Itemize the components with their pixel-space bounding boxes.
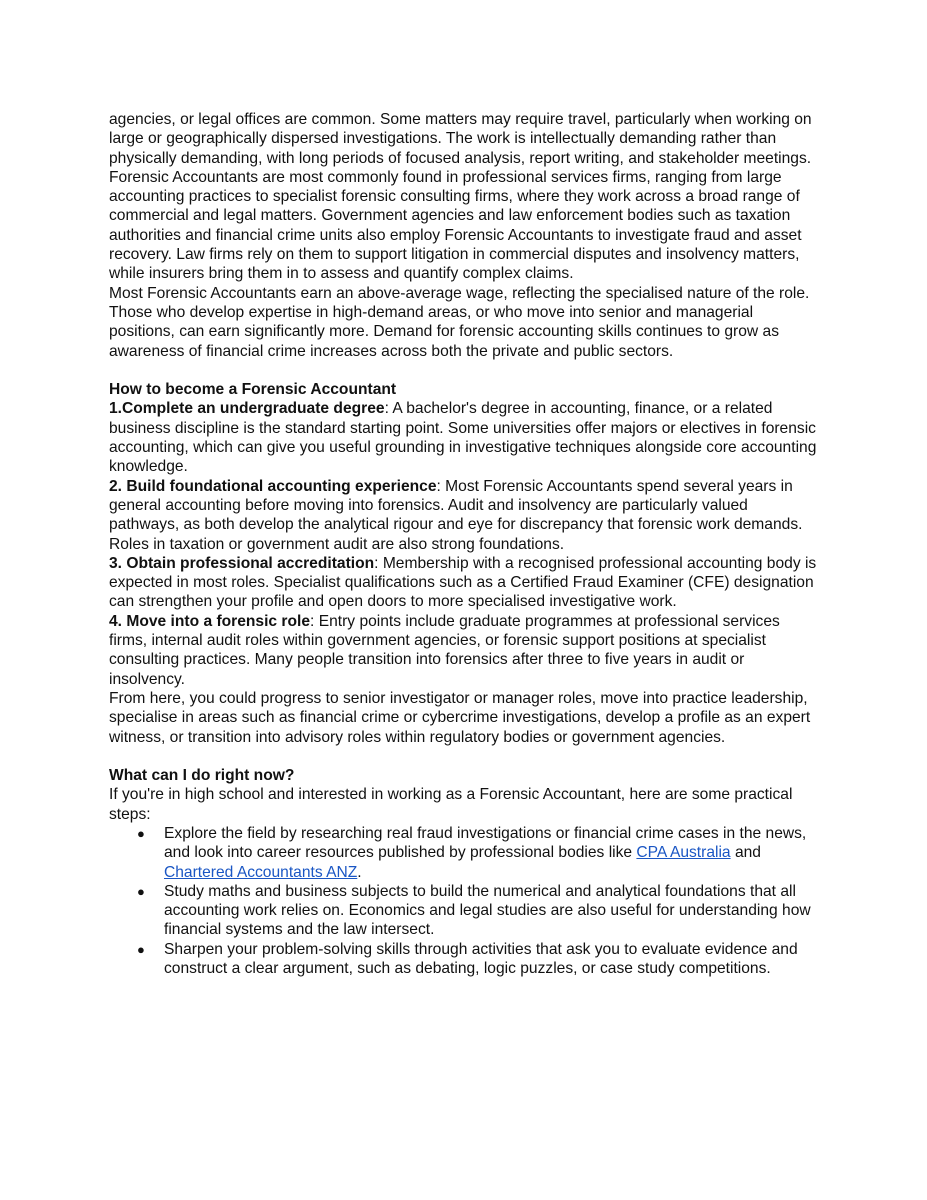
heading-how-to-become: How to become a Forensic Accountant [109, 381, 397, 399]
step-3 [109, 554, 821, 612]
bullet-1-text-after: . [357, 863, 362, 881]
step-2-text: : Most Forensic Accountants spend several years in general accounting before moving into forensics. Audit and insolvency are particularly valued pathways, as both develop the analytical rigour and eye for discrepancy that forensic work demands. Roles in taxation or government audit are also strong foundations. [109, 477, 803, 553]
list-item [137, 824, 821, 882]
bullet-icon: ● [137, 825, 145, 841]
step-1 [109, 399, 821, 476]
step-3-text: : Membership with a recognised professional accounting body is expected in most roles. Specialist qualifications such as a Certified Fraud Examiner (CFE) designation can strengthen your profile and open doors to more specialised investigative work. [109, 554, 817, 611]
paragraph-salary: Most Forensic Accountants earn an above-average wage, reflecting the specialised nature of the role. Those who develop expertise in high-demand areas, or who move into senior and managerial positions, can earn significantly more. Demand for forensic accounting skills continues to grow as awareness of financial crime increases across both the private and public sectors. [109, 284, 810, 360]
chartered-accountants-anz-link[interactable]: Chartered Accountants ANZ [164, 863, 358, 881]
section-spacer [109, 747, 821, 766]
bullet-icon: ● [137, 883, 145, 899]
step-1-text: : A bachelor's degree in accounting, finance, or a related business discipline is the standard starting point. Some universities offer majors or electives in forensic accounting, which can give you useful grounding in investigative techniques alongside core accounting knowledge. [109, 400, 817, 476]
step-2 [109, 477, 821, 554]
bullet-icon: ● [137, 941, 145, 957]
bullet-1-text-middle: and [730, 844, 761, 862]
heading-what-now: What can I do right now? [109, 767, 295, 785]
step-4-text: : Entry points include graduate programmes at professional services firms, internal audit roles within government agencies, or forensic support positions at specialist consulting practices. Many people transition into forensics after three to five years in audit or insolvency. [109, 612, 780, 688]
paragraph-employers: Forensic Accountants are most commonly found in professional services firms, ranging from large accounting practices to specialist forensic consulting firms, where they work across a broad range of commercial and legal matters. Government agencies and law enforcement bodies such as taxation authorities and financial crime units also employ Forensic Accountants to investigate fraud and asset recovery. Law firms rely on them to support litigation in commercial disputes and insolvency matters, while insurers bring them in to assess and quantify complex claims. [109, 168, 802, 283]
section-spacer [109, 361, 821, 380]
step-3-title: 3. Obtain professional accreditation [109, 554, 375, 572]
step-1-title: 1.Complete an undergraduate degree [109, 400, 385, 418]
step-4-title: 4. Move into a forensic role [109, 612, 311, 630]
paragraph-what-now-intro: If you're in high school and interested in working as a Forensic Accountant, here are some practical steps: [109, 786, 793, 823]
document-page [109, 110, 821, 978]
cpa-australia-link[interactable]: CPA Australia [636, 844, 731, 862]
step-4 [109, 612, 821, 689]
practical-steps-list [109, 824, 821, 978]
paragraph-work-environment: agencies, or legal offices are common. Some matters may require travel, particularly when working on large or geographically dispersed investigations. The work is intellectually demanding rather than physically demanding, with long periods of focused analysis, report writing, and stakeholder meetings. [109, 111, 812, 167]
list-item [137, 940, 821, 979]
paragraph-career-progression: From here, you could progress to senior investigator or manager roles, move into practice leadership, specialise in areas such as financial crime or cybercrime investigations, develop a profile as an expert witness, or transition into advisory roles within regulatory bodies or government agencies. [109, 689, 811, 746]
bullet-1-text-before: Explore the field by researching real fraud investigations or financial crime cases in the news, and look into career resources published by professional bodies like [164, 824, 807, 862]
list-item [137, 882, 821, 940]
step-2-title: 2. Build foundational accounting experience [109, 477, 437, 495]
bullet-2-text: Study maths and business subjects to build the numerical and analytical foundations that all accounting work relies on. Economics and legal studies are also useful for understanding how financial systems and the law intersect. [164, 882, 811, 939]
bullet-3-text: Sharpen your problem-solving skills through activities that ask you to evaluate evidence and construct a clear argument, such as debating, logic puzzles, or case study competitions. [164, 940, 798, 978]
